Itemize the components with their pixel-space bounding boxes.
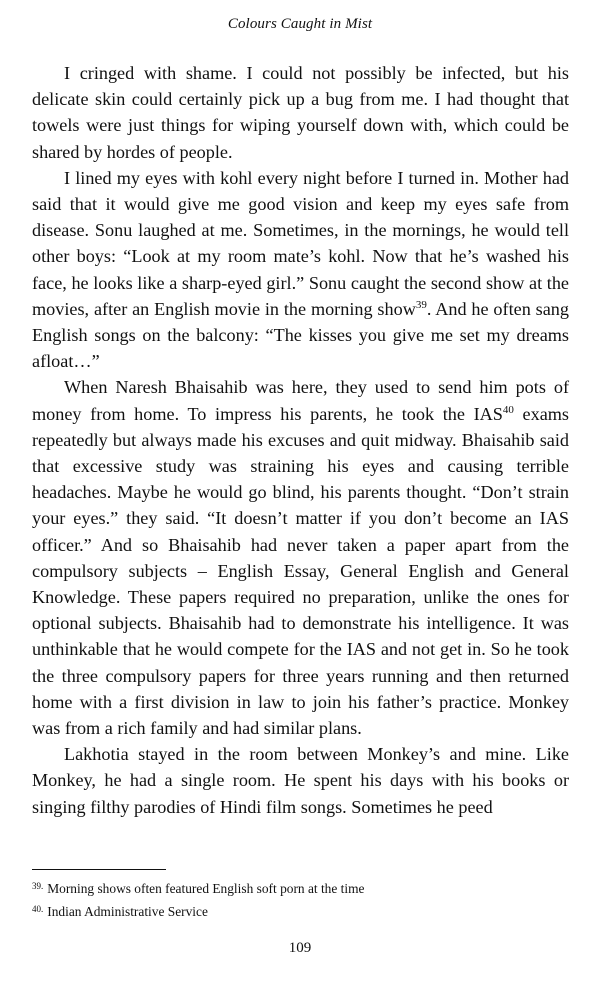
paragraph [32,60,569,165]
paragraph-text: I lined my eyes with kohl every night before I turned in. Mother had said that it would give me good vision and keep my eyes safe from disease. Sonu laughed at me. Sometimes, in the mornings, he would tell other boys: “Look at my room mate’s kohl. Now that he’s washed his face, he looks like a sharp-eyed girl.” Sonu caught the second show at the movies, after an English movie in the morning show [32,167,569,319]
paragraph-text: . And he often sang English songs on the balcony: “The kisses you give me set my dreams afloat…” [32,298,569,372]
paragraph-text: Lakhotia stayed in the room between Monkey’s and mine. Like Monkey, he had a single room. He spent his days with his books or singing filthy parodies of Hindi film songs. Sometimes he peed [32,744,569,817]
footnote [32,876,569,899]
running-head: Colours Caught in Mist [227,16,373,32]
footnote-number: 39. [32,881,44,891]
footnote-marker: 40 [502,403,514,416]
paragraph-text: exams repeatedly but always made his excuses and quit midway. Bhaisahib said that excessive study was straining his eyes and causing terrible headaches. Maybe he would go blind, his parents thought. “Don’t strain your eyes.” they said. “It doesn’t matter if you don’t become an IAS officer.” And so Bhaisahib had never taken a paper apart from the compulsory subjects – English Essay, General English and General Knowledge. These papers required no preparation, unlike the ones for optional subjects. Bhaisahib had to demonstrate his intelligence. It was unthinkable that he would compete for the IAS and not get in. So he took the three compulsory papers for three years running and then returned home with a first division in law to join his father’s practice. Monkey was from a rich family and had similar plans. [32,403,569,739]
paragraph-text: I cringed with shame. I could not possibly be infected, but his delicate skin could certainly pick up a bug from me. I had thought that towels were just things for wiping yourself down with, which could be shared by hordes of people. [32,63,569,162]
footnote [32,899,569,922]
footnote-text: Indian Administrative Service [47,904,208,919]
footnotes [32,876,569,922]
paragraph-text: When Naresh Bhaisahib was here, they used to send him pots of money from home. To impress his parents, he took the IAS [32,377,569,424]
footnote-marker: 39 [415,298,427,311]
footnote-divider [32,869,166,870]
footnote-text: Morning shows often featured English soft porn at the time [47,881,365,896]
paragraph [32,374,569,741]
body-text [32,60,569,820]
paragraph [32,165,569,375]
page-number: 109 [288,940,312,956]
paragraph [32,741,569,820]
footnote-number: 40. [32,904,44,914]
